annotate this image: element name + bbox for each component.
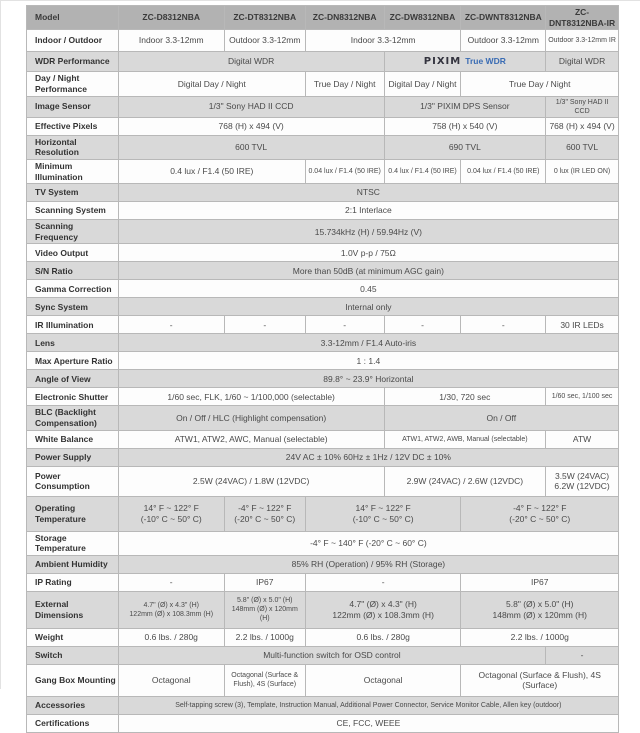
spec-cell: ATW1, ATW2, AWC, Manual (selectable)	[118, 430, 384, 448]
spec-cell: 0.6 lbs. / 280g	[118, 628, 224, 646]
row-label: Day / Night Performance	[27, 72, 119, 96]
spec-cell-line: 14° F ~ 122° F	[143, 503, 199, 514]
table-header-row	[27, 6, 619, 30]
spec-cell: -	[305, 316, 384, 334]
table-row	[27, 117, 619, 135]
table-row	[27, 52, 619, 72]
row-label: IP Rating	[27, 573, 119, 591]
spec-cell: NTSC	[118, 184, 618, 202]
spec-cell	[546, 466, 619, 496]
table-row	[27, 531, 619, 555]
spec-cell: IP67	[224, 573, 305, 591]
row-label: Sync System	[27, 298, 119, 316]
spec-cell: 2.5W (24VAC) / 1.8W (12VDC)	[118, 466, 384, 496]
spec-cell: -	[118, 573, 224, 591]
table-row	[27, 244, 619, 262]
table-row	[27, 448, 619, 466]
row-label: Certifications	[27, 714, 119, 732]
table-row	[27, 184, 619, 202]
table-row	[27, 135, 619, 159]
row-label: Gamma Correction	[27, 280, 119, 298]
table-row	[27, 628, 619, 646]
spec-cell: Outdoor 3.3-12mm IR	[546, 30, 619, 52]
spec-cell: 1/3" PIXIM DPS Sensor	[384, 96, 546, 117]
row-label: Electronic Shutter	[27, 388, 119, 406]
spec-cell: 15.734kHz (H) / 59.94Hz (V)	[118, 220, 618, 244]
table-row	[27, 202, 619, 220]
spec-cell: 600 TVL	[118, 135, 384, 159]
table-row	[27, 370, 619, 388]
spec-cell: Outdoor 3.3-12mm	[461, 30, 546, 52]
spec-cell: Indoor 3.3-12mm	[118, 30, 224, 52]
spec-cell	[305, 496, 461, 531]
row-label: Scanning System	[27, 202, 119, 220]
spec-cell: 1/30, 720 sec	[384, 388, 546, 406]
spec-cell: 89.8° ~ 23.9° Horizontal	[118, 370, 618, 388]
spec-cell: 768 (H) x 494 (V)	[546, 117, 619, 135]
row-label: Operating Temperature	[27, 496, 119, 531]
model-row-label: Model	[27, 6, 119, 30]
row-label: Gang Box Mounting	[27, 664, 119, 696]
table-row	[27, 352, 619, 370]
spec-cell: More than 50dB (at minimum AGC gain)	[118, 262, 618, 280]
spec-cell-line: 5.8" (Ø) x 5.0" (H)	[506, 599, 574, 610]
spec-cell: True Day / Night	[305, 72, 384, 96]
spec-cell-line: 148mm (Ø) x 120mm (H)	[231, 606, 298, 623]
spec-cell: 0 lux (IR LED ON)	[546, 159, 619, 183]
spec-cell: -	[546, 646, 619, 664]
spec-cell: 690 TVL	[384, 135, 546, 159]
spec-cell-line: -4° F ~ 122° F	[238, 503, 292, 514]
row-label: Storage Temperature	[27, 531, 119, 555]
pixim-logo: PIXIM	[423, 55, 462, 67]
spec-cell: -	[461, 316, 546, 334]
true-wdr-label: True WDR	[465, 55, 506, 66]
row-label: Image Sensor	[27, 96, 119, 117]
spec-cell: ATW1, ATW2, AWB, Manual (selectable)	[384, 430, 546, 448]
row-label: Ambient Humidity	[27, 555, 119, 573]
model-column-header: ZC-DNT8312NBA-IR	[546, 6, 619, 30]
table-row	[27, 334, 619, 352]
spec-cell: 0.4 lux / F1.4 (50 IRE)	[118, 159, 305, 183]
spec-cell: CE, FCC, WEEE	[118, 714, 618, 732]
row-label: Accessories	[27, 696, 119, 714]
model-column-header: ZC-DW8312NBA	[384, 6, 461, 30]
spec-cell: IP67	[461, 573, 619, 591]
row-label: External Dimensions	[27, 591, 119, 628]
spec-cell: Outdoor 3.3-12mm	[224, 30, 305, 52]
spec-cell: 0.6 lbs. / 280g	[305, 628, 461, 646]
table-row	[27, 664, 619, 696]
row-label: White Balance	[27, 430, 119, 448]
spec-cell: Octagonal	[118, 664, 224, 696]
row-label: S/N Ratio	[27, 262, 119, 280]
spec-cell-line: -4° F ~ 122° F	[513, 503, 567, 514]
spec-cell: Multi-function switch for OSD control	[118, 646, 545, 664]
spec-cell	[461, 591, 619, 628]
spec-cell: On / Off	[384, 406, 618, 430]
table-row	[27, 573, 619, 591]
spec-table	[26, 5, 619, 733]
spec-cell: 1/3" Sony HAD II CCD	[546, 96, 619, 117]
spec-cell: -	[305, 573, 461, 591]
spec-cell	[224, 591, 305, 628]
row-label: Max Aperture Ratio	[27, 352, 119, 370]
spec-cell: -4° F ~ 140° F (-20° C ~ 60° C)	[118, 531, 618, 555]
spec-cell: 1.0V p-p / 75Ω	[118, 244, 618, 262]
spec-cell-line: 122mm (Ø) x 108.3mm (H)	[332, 609, 434, 620]
row-label: Indoor / Outdoor	[27, 30, 119, 52]
spec-cell-line: (-10° C ~ 50° C)	[140, 513, 202, 524]
spec-cell-line: 122mm (Ø) x 108.3mm (H)	[129, 610, 214, 618]
row-label: Lens	[27, 334, 119, 352]
table-row	[27, 159, 619, 183]
table-row	[27, 96, 619, 117]
spec-cell-line: 4.7" (Ø) x 4.3" (H)	[143, 601, 199, 609]
spec-cell: Indoor 3.3-12mm	[305, 30, 461, 52]
table-row	[27, 591, 619, 628]
spec-cell: 1/60 sec, 1/100 sec	[546, 388, 619, 406]
spec-cell: 0.04 lux / F1.4 (50 IRE)	[305, 159, 384, 183]
spec-cell: On / Off / HLC (Highlight compensation)	[118, 406, 384, 430]
spec-cell: -	[224, 316, 305, 334]
model-column-header: ZC-DWNT8312NBA	[461, 6, 546, 30]
spec-cell	[461, 496, 619, 531]
row-label: Minimum Illumination	[27, 159, 119, 183]
spec-cell: 24V AC ± 10% 60Hz ± 1Hz / 12V DC ± 10%	[118, 448, 618, 466]
spec-cell-line: (-20° C ~ 50° C)	[234, 513, 296, 524]
row-label: Effective Pixels	[27, 117, 119, 135]
table-row	[27, 555, 619, 573]
spec-cell: 1 : 1.4	[118, 352, 618, 370]
spec-cell-line: (-20° C ~ 50° C)	[509, 513, 571, 524]
spec-cell-line: 5.8" (Ø) x 5.0" (H)	[236, 597, 293, 605]
table-row	[27, 496, 619, 531]
spec-cell: True Day / Night	[461, 72, 619, 96]
table-row	[27, 714, 619, 732]
spec-cell-line: 6.2W (12VDC)	[554, 481, 610, 492]
spec-cell-line: 14° F ~ 122° F	[355, 503, 411, 514]
spec-cell-line: 3.5W (24VAC)	[554, 470, 610, 481]
spec-cell: Internal only	[118, 298, 618, 316]
row-label: Video Output	[27, 244, 119, 262]
spec-cell: Octagonal (Surface & Flush), 4S (Surface)	[461, 664, 619, 696]
spec-cell: Digital Day / Night	[384, 72, 461, 96]
spec-cell	[384, 52, 546, 72]
spec-cell: 30 IR LEDs	[546, 316, 619, 334]
spec-cell	[224, 496, 305, 531]
spec-cell-line: 4.7" (Ø) x 4.3" (H)	[349, 599, 417, 610]
spec-cell: Octagonal	[305, 664, 461, 696]
spec-cell: 3.3-12mm / F1.4 Auto-iris	[118, 334, 618, 352]
spec-cell: -	[118, 316, 224, 334]
row-label: Horizontal Resolution	[27, 135, 119, 159]
row-label: Power Consumption	[27, 466, 119, 496]
table-row	[27, 220, 619, 244]
table-row	[27, 72, 619, 96]
spec-cell-line: 148mm (Ø) x 120mm (H)	[492, 609, 587, 620]
row-label: Scanning Frequency	[27, 220, 119, 244]
table-row	[27, 466, 619, 496]
spec-cell: 758 (H) x 540 (V)	[384, 117, 546, 135]
spec-cell	[118, 591, 224, 628]
model-column-header: ZC-D8312NBA	[118, 6, 224, 30]
row-label: TV System	[27, 184, 119, 202]
spec-cell: 2.2 lbs. / 1000g	[461, 628, 619, 646]
spec-cell: 1/3" Sony HAD II CCD	[118, 96, 384, 117]
spec-cell: 0.45	[118, 280, 618, 298]
table-row	[27, 430, 619, 448]
table-row	[27, 388, 619, 406]
row-label: Power Supply	[27, 448, 119, 466]
table-row	[27, 406, 619, 430]
spec-cell	[118, 496, 224, 531]
spec-cell: 2.9W (24VAC) / 2.6W (12VDC)	[384, 466, 546, 496]
spec-cell: 0.04 lux / F1.4 (50 IRE)	[461, 159, 546, 183]
table-row	[27, 298, 619, 316]
spec-cell: 768 (H) x 494 (V)	[118, 117, 384, 135]
table-row	[27, 262, 619, 280]
table-row	[27, 696, 619, 714]
spec-cell: -	[384, 316, 461, 334]
spec-cell	[305, 591, 461, 628]
spec-cell: Digital Day / Night	[118, 72, 305, 96]
spec-cell: 600 TVL	[546, 135, 619, 159]
spec-cell: Digital WDR	[118, 52, 384, 72]
model-column-header: ZC-DT8312NBA	[224, 6, 305, 30]
table-row	[27, 316, 619, 334]
row-label: Angle of View	[27, 370, 119, 388]
model-column-header: ZC-DN8312NBA	[305, 6, 384, 30]
row-label: Weight	[27, 628, 119, 646]
row-label: IR Illumination	[27, 316, 119, 334]
spec-cell: 2:1 Interlace	[118, 202, 618, 220]
spec-cell: Octagonal (Surface & Flush), 4S (Surface)	[224, 664, 305, 696]
row-label: Switch	[27, 646, 119, 664]
spec-cell-line: (-10° C ~ 50° C)	[352, 513, 414, 524]
spec-cell: 1/60 sec, FLK, 1/60 ~ 1/100,000 (selectable)	[118, 388, 384, 406]
spec-cell: ATW	[546, 430, 619, 448]
table-row	[27, 280, 619, 298]
table-row	[27, 646, 619, 664]
spec-cell: 0.4 lux / F1.4 (50 IRE)	[384, 159, 461, 183]
spec-cell: Digital WDR	[546, 52, 619, 72]
spec-cell: 85% RH (Operation) / 95% RH (Storage)	[118, 555, 618, 573]
spec-cell: 2.2 lbs. / 1000g	[224, 628, 305, 646]
table-row	[27, 30, 619, 52]
row-label: WDR Performance	[27, 52, 119, 72]
spec-cell: Self-tapping screw (3), Template, Instruction Manual, Additional Power Connector, Service Monitor Cable, Allen key (outdoor)	[118, 696, 618, 714]
row-label: BLC (Backlight Compensation)	[27, 406, 119, 430]
